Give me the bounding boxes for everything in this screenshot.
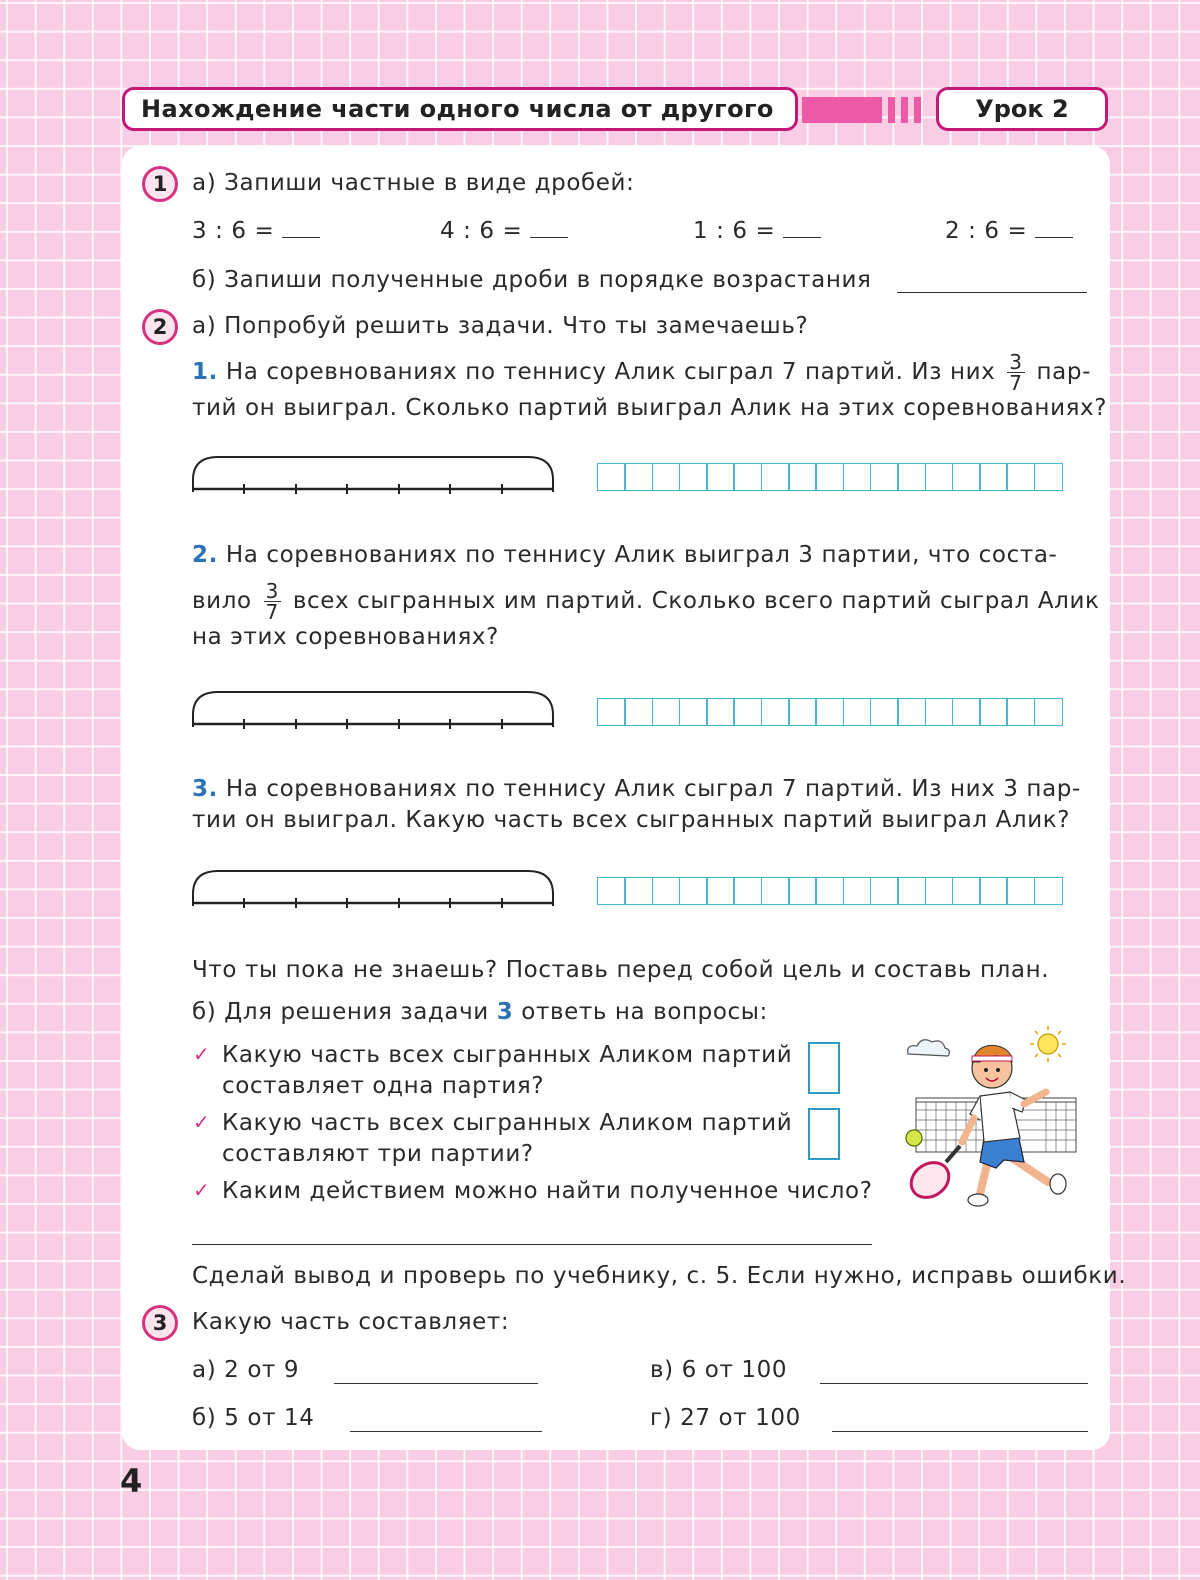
answer-box-2[interactable] [808, 1108, 840, 1160]
question-1-line2: составляет одна партия? [222, 1073, 545, 1099]
task-badge-1: 1 [142, 166, 178, 202]
answer-blank[interactable] [783, 217, 821, 238]
checkmark-icon: ✓ [193, 1042, 210, 1066]
tennis-racket-icon [904, 1146, 960, 1205]
problem2-line3: на этих соревнованиях? [192, 624, 499, 650]
expression-4: 2 : 6 = [945, 216, 1073, 246]
task2-a-text: а) Попробуй решить задачи. Что ты замечаешь? [192, 313, 809, 339]
segment-diagram-2 [190, 687, 558, 733]
tennis-boy-illustration [900, 1022, 1092, 1218]
conclusion-text: Сделай вывод и проверь по учебнику, с. 5. Если нужно, исправь ошибки. [192, 1263, 1127, 1289]
segment-diagram-1 [190, 452, 558, 498]
task1-a-text: а) Запиши частные в виде дробей: [192, 170, 635, 196]
problem3-line1: 3. На соревнованиях по теннису Алик сыграл 7 партий. Из них 3 пар- [192, 776, 1081, 802]
header-decoration-stripe [901, 97, 908, 123]
answer-line[interactable] [897, 272, 1087, 293]
answer-line[interactable] [820, 1363, 1088, 1384]
answer-cells-2[interactable] [597, 698, 1061, 726]
task2-b-text: б) Для решения задачи 3 ответь на вопросы: [192, 999, 768, 1025]
answer-line[interactable] [832, 1411, 1088, 1432]
task-badge-2: 2 [142, 309, 178, 345]
problem1-line1: 1. На соревнованиях по теннису Алик сыграл 7 партий. Из них $\frac{3}{7}$ пар- [192, 350, 1091, 395]
task3-item-a: а) 2 от 9 [192, 1357, 300, 1383]
tennis-ball-icon [906, 1130, 922, 1146]
answer-blank[interactable] [1035, 217, 1073, 238]
task1-b-text: б) Запиши полученные дроби в порядке возрастания [192, 267, 872, 293]
checkmark-icon: ✓ [193, 1110, 210, 1134]
answer-line[interactable] [192, 1224, 872, 1245]
problem3-line2: тии он выиграл. Какую часть всех сыгранных партий выиграл Алик? [192, 807, 1071, 833]
task-badge-3: 3 [142, 1305, 178, 1341]
lesson-title: Нахождение части одного числа от другого [122, 87, 798, 131]
problem2-line2: вило $\frac{3}{7}$ всех сыгранных им партий. Сколько всего партий сыграл Алик [192, 579, 1100, 624]
question-3-line1: Каким действием можно найти полученное число? [222, 1178, 873, 1204]
problem2-line1: 2. На соревнованиях по теннису Алик выиграл 3 партии, что соста- [192, 542, 1058, 568]
expression-3: 1 : 6 = [693, 216, 821, 246]
expression-1: 3 : 6 = [192, 216, 320, 246]
answer-line[interactable] [350, 1411, 542, 1432]
fraction-3-7: $\frac{3}{7}$ [1009, 350, 1023, 395]
unknown-question: Что ты пока не знаешь? Поставь перед собой цель и составь план. [192, 957, 1050, 983]
task3-item-b: б) 5 от 14 [192, 1405, 315, 1431]
answer-blank[interactable] [530, 217, 568, 238]
lesson-number: Урок 2 [936, 87, 1108, 131]
expression-2: 4 : 6 = [440, 216, 568, 246]
header-decoration-stripe [888, 97, 895, 123]
answer-box-1[interactable] [808, 1042, 840, 1094]
fraction-3-7: $\frac{3}{7}$ [265, 579, 279, 624]
task3-question: Какую часть составляет: [192, 1309, 510, 1335]
question-2-line2: составляют три партии? [222, 1141, 534, 1167]
question-1-line1: Какую часть всех сыгранных Аликом партий [222, 1042, 793, 1068]
segment-diagram-3 [190, 866, 558, 912]
question-2-line1: Какую часть всех сыгранных Аликом партий [222, 1110, 793, 1136]
header-decoration-stripe [914, 97, 921, 123]
sun-icon [1030, 1026, 1066, 1062]
answer-cells-1[interactable] [597, 463, 1061, 491]
answer-cells-3[interactable] [597, 877, 1061, 905]
answer-line[interactable] [334, 1363, 538, 1384]
header-decoration [802, 97, 882, 123]
task3-item-d: г) 27 от 100 [650, 1405, 801, 1431]
answer-blank[interactable] [282, 217, 320, 238]
task3-item-c: в) 6 от 100 [650, 1357, 788, 1383]
page-number: 4 [120, 1462, 143, 1500]
problem1-line2: тий он выиграл. Сколько партий выиграл Алик на этих соревнованиях? [192, 395, 1108, 421]
checkmark-icon: ✓ [193, 1178, 210, 1202]
